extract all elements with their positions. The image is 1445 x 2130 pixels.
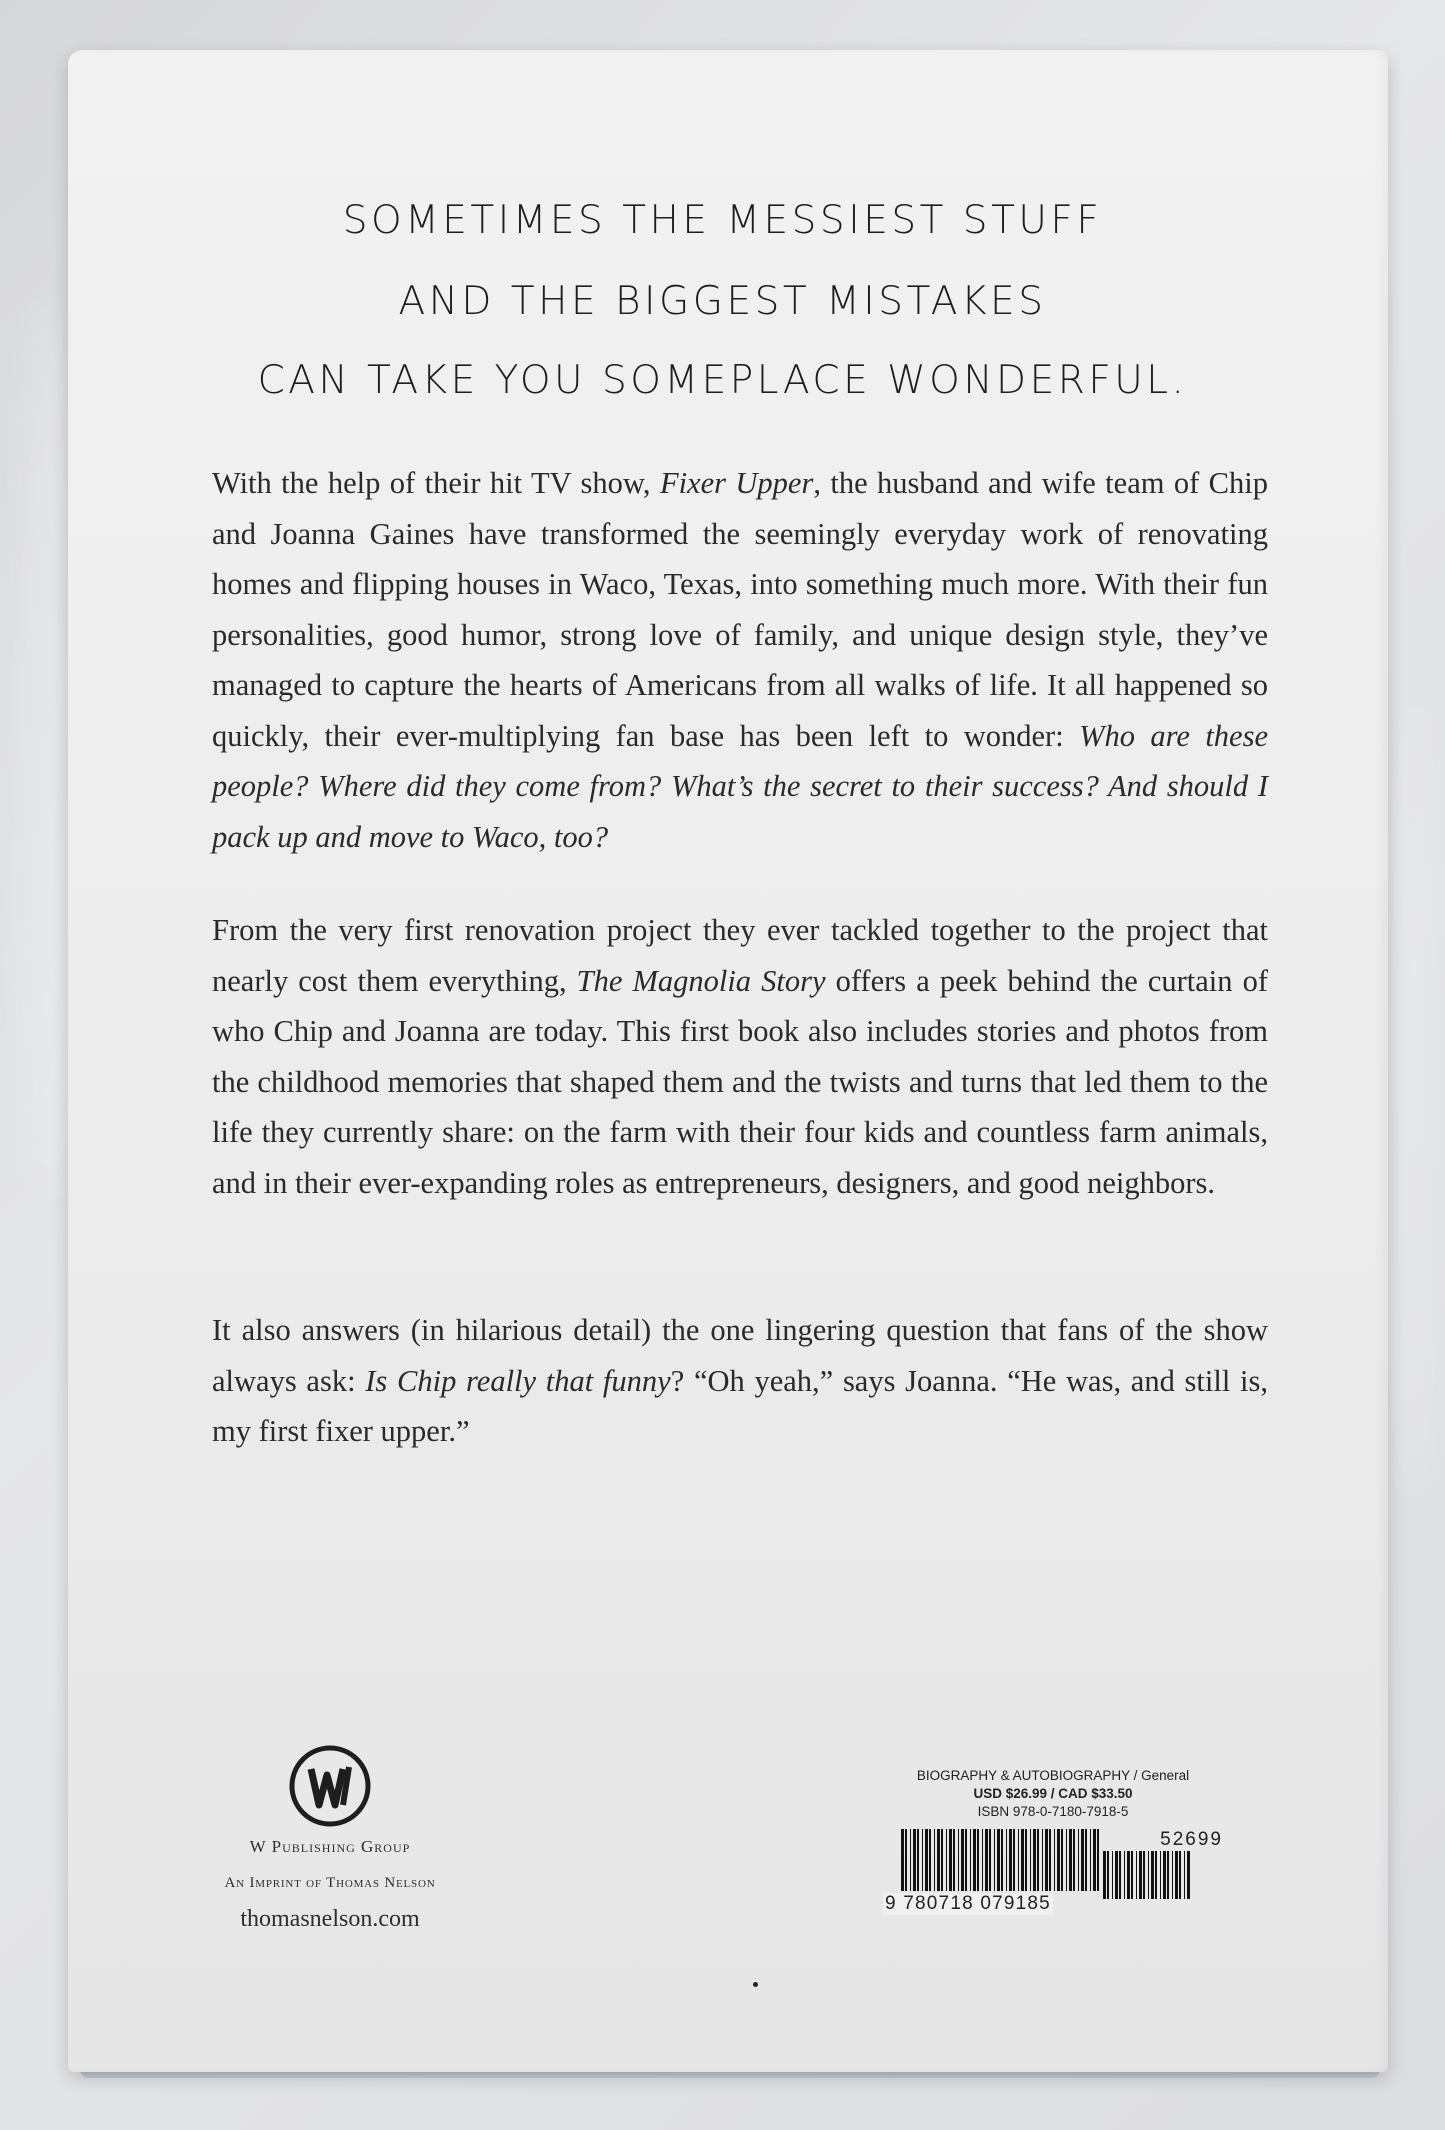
barcode-bar [985, 1829, 988, 1891]
barcode-bar [941, 1829, 943, 1891]
paragraph-text: It also answers (in hilarious detail) the one lingering question that fans of the show always ask: [212, 1313, 1268, 1398]
barcode-bar [1151, 1851, 1154, 1899]
barcode-bar [1078, 1829, 1079, 1891]
barcode-bar [905, 1829, 907, 1891]
description-paragraph-2 [212, 905, 1268, 1208]
cloth-highlight [1395, 700, 1435, 1500]
barcode-bar [1069, 1829, 1072, 1891]
barcode-bar [1119, 1851, 1121, 1899]
barcode-bar [1103, 1851, 1106, 1899]
barcode-bar [997, 1829, 1000, 1891]
barcode-bar [1045, 1829, 1048, 1891]
barcode-bar [994, 1829, 995, 1891]
barcode-bar [1097, 1829, 1099, 1891]
barcode-bar [929, 1829, 931, 1891]
paragraph-text: , the husband and wife team of Chip and Joanna Gaines have transformed the seemingly everyday work of renovating homes and flipping houses in Waco, Texas, into something much more. With their fun personalities, good humor, strong love of family, and unique design style, they’ve managed to capture the hearts of Americans from all walks of life. It all happened so quickly, their ever-multiplying fan base has been left to wonder: [212, 466, 1268, 753]
barcode-addon-bars [1103, 1851, 1193, 1911]
barcode-bar [1001, 1829, 1003, 1891]
barcode-bar [1049, 1829, 1051, 1891]
barcode-bar [1037, 1829, 1039, 1891]
barcode-bar [1073, 1829, 1075, 1891]
barcode-bar [1187, 1851, 1190, 1899]
description-paragraph-3 [212, 1305, 1268, 1457]
barcode-bar [1093, 1829, 1096, 1891]
barcode-bar [1085, 1829, 1087, 1891]
barcode-bar [1139, 1851, 1142, 1899]
barcode-bar [901, 1829, 904, 1891]
headline-line-1: SOMETIMES THE MESSIEST STUFF [342, 198, 1103, 243]
show-title: Fixer Upper [659, 466, 814, 500]
w-publishing-logo-icon [289, 1745, 371, 1827]
barcode-bar [1184, 1851, 1185, 1899]
barcode-bar [1179, 1851, 1181, 1899]
barcode-bar [989, 1829, 991, 1891]
barcode-bar [1115, 1851, 1118, 1899]
barcode-bar [1107, 1851, 1109, 1899]
barcode-bar [1021, 1829, 1024, 1891]
barcode-bar [1112, 1851, 1113, 1899]
barcode-bar [1127, 1851, 1130, 1899]
barcode-bar [1175, 1851, 1178, 1899]
publisher-block [200, 1745, 460, 1933]
barcode [883, 1829, 1223, 1919]
barcode-addon-number: 52699 [1160, 1829, 1223, 1850]
barcode-bar [1155, 1851, 1157, 1899]
paragraph-text: ? “Oh yeah,” says Joanna. “He was, and still is, my first fixer upper.” [212, 1363, 1269, 1448]
barcode-bar [965, 1829, 967, 1891]
barcode-bar [1066, 1829, 1067, 1891]
barcode-bar [1148, 1851, 1149, 1899]
cover-speck [753, 1982, 758, 1987]
barcode-bar [1006, 1829, 1007, 1891]
paragraph-text: With the help of their hit TV show, [212, 466, 660, 500]
barcode-bar [961, 1829, 964, 1891]
isbn-line: ISBN 978-0-7180-7918-5 [977, 1804, 1129, 1819]
barcode-bars [901, 1829, 1101, 1891]
book-category: BIOGRAPHY & AUTOBIOGRAPHY / General [916, 1768, 1190, 1783]
barcode-bar [1030, 1829, 1031, 1891]
barcode-bar [1167, 1851, 1169, 1899]
barcode-bar [1054, 1829, 1055, 1891]
italic-questions: Who are these people? Where did they come from? What’s the secret to their success? And should I pack up and move to Waco, too? [212, 718, 1268, 854]
price-line: USD $26.99 / CAD $33.50 [973, 1786, 1133, 1801]
barcode-digits: 9 780718 079185 [885, 1893, 1051, 1914]
barcode-bar [1131, 1851, 1133, 1899]
barcode-bar [1061, 1829, 1063, 1891]
paragraph-text: offers a peek behind the curtain of who Chip and Joanna are today. This first book also includes stories and photos from the childhood memories that shaped them and the twists and turns that led them to the life they currently share: on the farm with their four kids and countless farm animals, and in their ever-expanding roles as entrepreneurs, designers, and good neighbors. [212, 963, 1268, 1200]
barcode-bar [982, 1829, 983, 1891]
barcode-bar [949, 1829, 952, 1891]
barcode-bar [1018, 1829, 1019, 1891]
barcode-bar [953, 1829, 955, 1891]
headline-line-2: AND THE BIGGEST MISTAKES [398, 279, 1047, 324]
description-paragraph-1 [212, 458, 1268, 862]
barcode-bar [937, 1829, 940, 1891]
barcode-bar [934, 1829, 935, 1891]
barcode-bar [1143, 1851, 1145, 1899]
barcode-bar [1025, 1829, 1027, 1891]
barcode-bar [1033, 1829, 1036, 1891]
barcode-bar [910, 1829, 911, 1891]
barcode-bar [1160, 1851, 1161, 1899]
barcode-bar [1013, 1829, 1015, 1891]
barcode-bar [922, 1829, 923, 1891]
barcode-bar [970, 1829, 971, 1891]
barcode-bar [1057, 1829, 1060, 1891]
publisher-name: W Publishing Group [249, 1837, 411, 1856]
book-title: The Magnolia Story [576, 963, 826, 998]
italic-question: Is Chip really that funny [365, 1363, 671, 1398]
headline-line-3: CAN TAKE YOU SOMEPLACE WONDERFUL. [257, 358, 1188, 403]
barcode-bar [913, 1829, 916, 1891]
barcode-bar [973, 1829, 976, 1891]
barcode-bar [958, 1829, 959, 1891]
barcode-block [883, 1767, 1223, 1919]
barcode-bar [1042, 1829, 1043, 1891]
barcode-bar [1136, 1851, 1137, 1899]
barcode-bar [1124, 1851, 1125, 1899]
barcode-bar [1081, 1829, 1084, 1891]
barcode-bar [917, 1829, 919, 1891]
imprint-line: An Imprint of Thomas Nelson [224, 1875, 436, 1891]
barcode-bar [1172, 1851, 1173, 1899]
barcode-bar [1163, 1851, 1166, 1899]
barcode-bar [977, 1829, 979, 1891]
barcode-bar [1090, 1829, 1091, 1891]
paragraph-text: From the very first renovation project they ever tackled together to the project that nearly cost them everything, [212, 913, 1268, 998]
barcode-bar [1009, 1829, 1012, 1891]
barcode-bar [946, 1829, 947, 1891]
barcode-bar [925, 1829, 928, 1891]
publisher-url: thomasnelson.com [240, 1906, 420, 1932]
